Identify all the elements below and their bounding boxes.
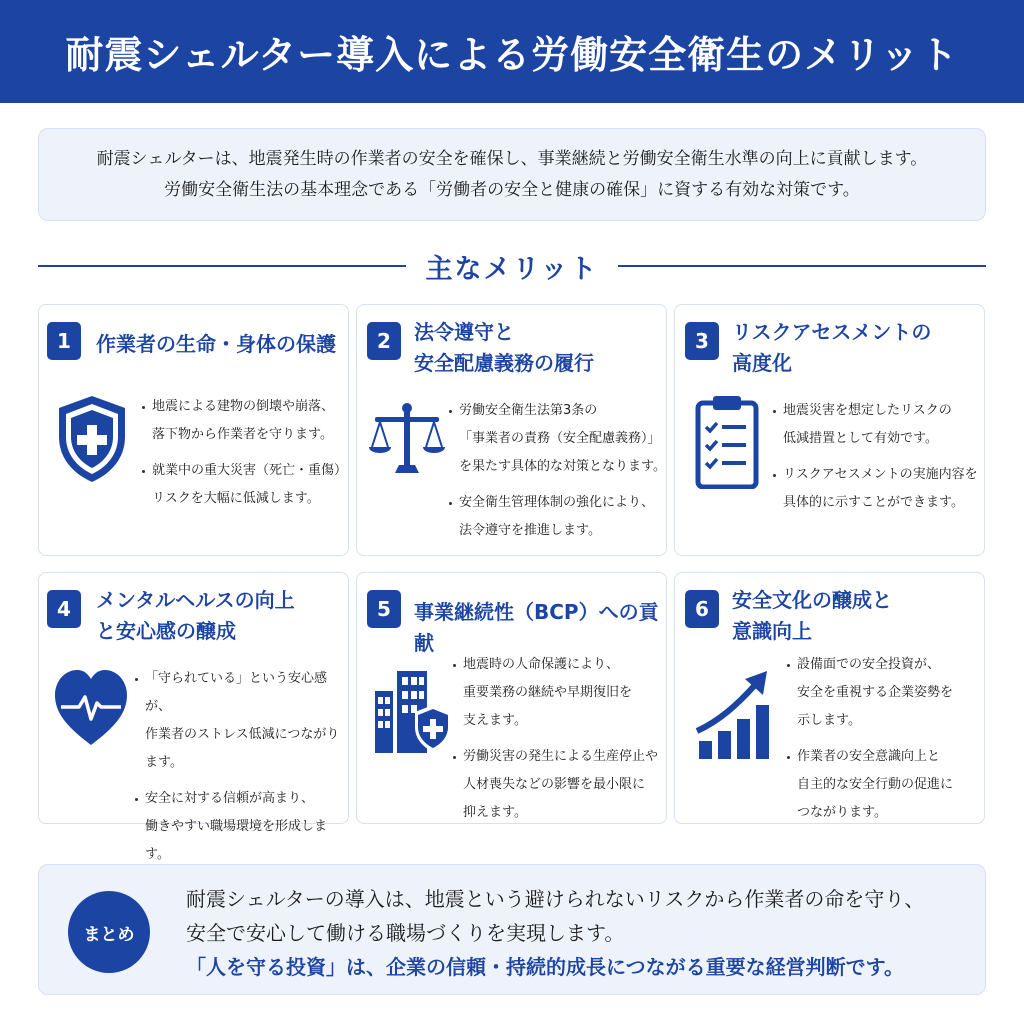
- card-number: 3: [685, 322, 719, 360]
- heart-pulse-icon: [53, 667, 129, 751]
- card-bullet: 地震による建物の倒壊や崩落、 落下物から作業者を守ります。: [142, 393, 347, 449]
- card-title: メンタルヘルスの向上 と安心感の醸成: [96, 588, 295, 643]
- page-title: 耐震シェルター導入による労働安全衛生のメリット: [65, 33, 959, 77]
- intro-line-1: 耐震シェルターは、地震発生時の作業者の安全を確保し、事業継続と労働安全衛生水準の向上に貢献します。: [96, 148, 928, 169]
- card-number: 4: [47, 590, 81, 628]
- card-title: 事業継続性（BCP）への貢献: [414, 600, 659, 655]
- card-bullet: 安全衛生管理体制の強化により、 法令遵守を推進します。: [449, 489, 666, 545]
- header-banner: [0, 0, 1024, 103]
- card-bullet: 地震災害を想定したリスクの 低減措置として有効です。: [773, 397, 978, 453]
- growth-chart-icon: [695, 669, 773, 767]
- card-title: リスクアセスメントの 高度化: [732, 320, 932, 375]
- merit-card-5: [356, 572, 667, 824]
- summary-badge: まとめ: [68, 891, 150, 973]
- card-number: 5: [367, 590, 401, 628]
- merit-card-1: [38, 304, 349, 556]
- card-title: 作業者の生命・身体の保護: [96, 332, 336, 356]
- summary-line-1: 耐震シェルターの導入は、地震という避けられないリスクから作業者の命を守り、: [186, 887, 925, 911]
- card-bullet: リスクアセスメントの実施内容を 具体的に示すことができます。: [773, 461, 978, 517]
- section-title: 主なメリット: [425, 253, 599, 285]
- card-bullet: 作業者の安全意識向上と 自主的な安全行動の促進に つながります。: [787, 743, 953, 827]
- card-bullet: 就業中の重大災害（死亡・重傷） リスクを大幅に低減します。: [142, 457, 347, 513]
- card-number: 6: [685, 590, 719, 628]
- section-rule-right: [618, 265, 986, 267]
- scales-icon: [369, 401, 445, 485]
- card-title: 法令遵守と 安全配慮義務の履行: [414, 320, 594, 375]
- merit-card-6: [674, 572, 985, 824]
- card-bullet: 労働安全衛生法第3条の 「事業者の責務（安全配慮義務）」 を果たす具体的な対策となります。: [449, 397, 666, 481]
- card-bullet: 安全に対する信頼が高まり、 働きやすい職場環境を形成します。: [135, 785, 348, 869]
- shield-cross-icon: [55, 393, 129, 489]
- card-bullets: [449, 397, 666, 553]
- section-heading: [38, 247, 986, 285]
- intro-box: [38, 128, 986, 221]
- card-bullet: 労働災害の発生による生産停止や 人材喪失などの影響を最小限に 抑えます。: [453, 743, 658, 827]
- clipboard-checklist-icon: [695, 393, 759, 493]
- intro-line-2: 労働安全衛生法の基本理念である「労働者の安全と健康の確保」に資する有効な対策です。: [164, 179, 860, 200]
- card-bullets: [773, 397, 978, 525]
- card-bullet: 「守られている」という安心感が、 作業者のストレス低減につながります。: [135, 665, 348, 777]
- card-bullets: [142, 393, 347, 521]
- card-bullets: [135, 665, 348, 877]
- merit-card-4: [38, 572, 349, 862]
- summary-text: [186, 882, 924, 984]
- card-number: 2: [367, 322, 401, 360]
- building-shield-icon: [373, 667, 453, 761]
- card-bullets: [453, 651, 658, 835]
- card-bullets: [787, 651, 953, 835]
- summary-line-2: 安全で安心して働ける職場づくりを実現します。: [186, 921, 625, 945]
- card-number: 1: [47, 322, 81, 360]
- card-bullet: 設備面での安全投資が、 安全を重視する企業姿勢を 示します。: [787, 651, 953, 735]
- merit-card-2: [356, 304, 667, 556]
- summary-box: [38, 864, 986, 995]
- summary-highlight: 「人を守る投資」は、企業の信頼・持続的成長につながる重要な経営判断です。: [186, 955, 904, 979]
- section-rule-left: [38, 265, 406, 267]
- card-title: 安全文化の醸成と 意識向上: [732, 588, 892, 643]
- card-bullet: 地震時の人命保護により、 重要業務の継続や早期復旧を 支えます。: [453, 651, 658, 735]
- merit-card-3: [674, 304, 985, 556]
